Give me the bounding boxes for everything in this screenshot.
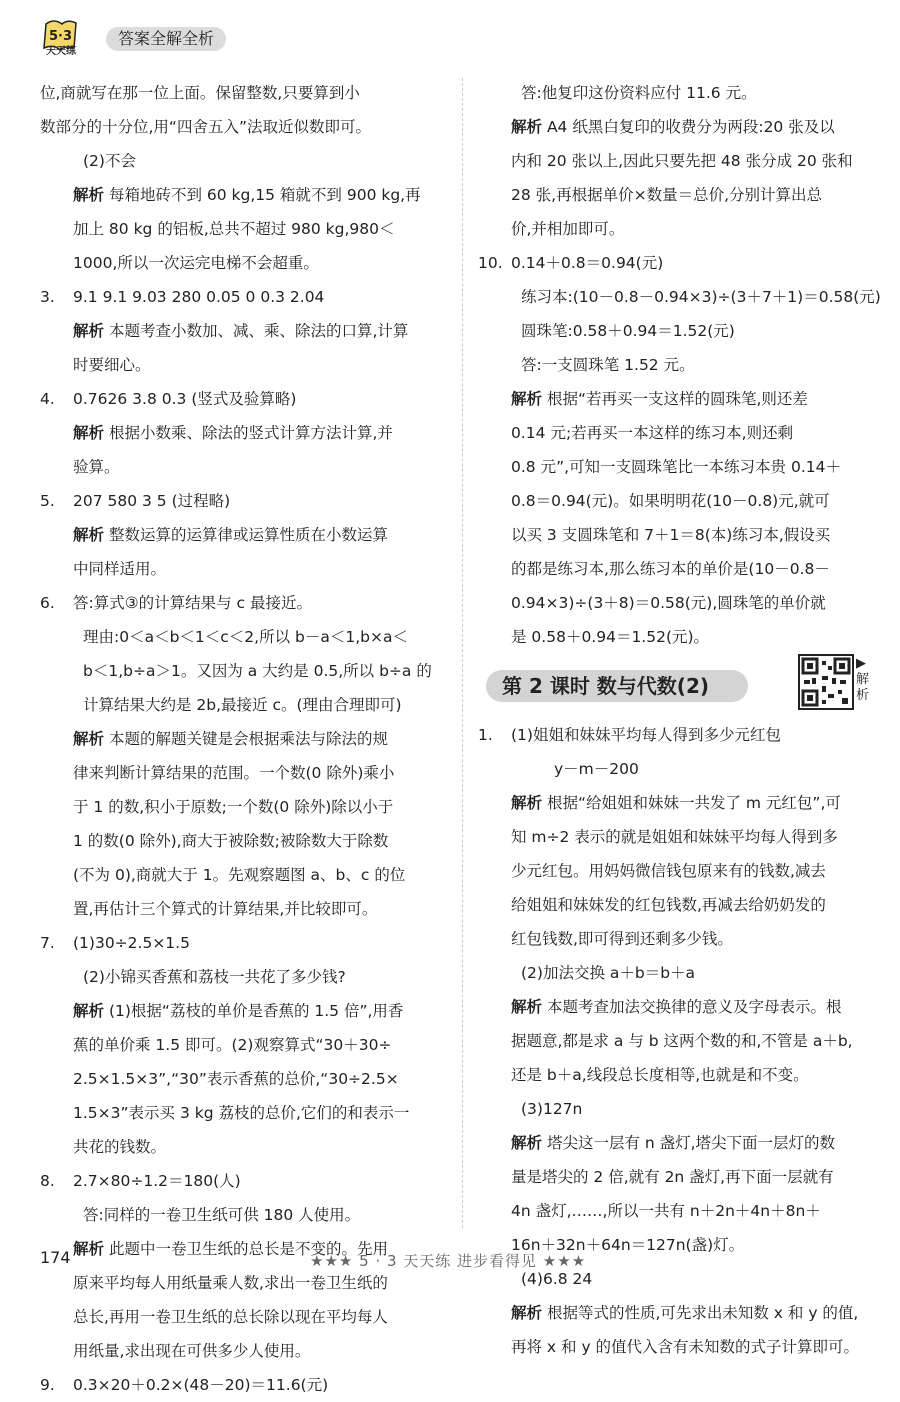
analysis-label: 解析	[511, 998, 543, 1016]
question-number: 10.	[478, 254, 503, 272]
text-line	[40, 314, 445, 348]
continued-text: 律来判断计算结果的范围。一个数(0 除外)乘小	[73, 764, 395, 782]
text-line	[40, 688, 445, 722]
left-column	[40, 76, 445, 1402]
question-number: 4.	[40, 390, 55, 408]
continued-text: 是 0.58＋0.94＝1.52(元)。	[511, 628, 710, 646]
text-line	[40, 280, 445, 314]
analysis-text: 根据等式的性质,可先求出未知数 x 和 y 的值,	[546, 1304, 859, 1322]
text-line	[478, 888, 880, 922]
continued-text: 中同样适用。	[73, 560, 167, 578]
continued-text: 加上 80 kg 的铝板,总共不超过 980 kg,980＜	[73, 220, 395, 238]
question-number: 9.	[40, 1376, 55, 1394]
answer-text: 0.14＋0.8＝0.94(元)	[511, 254, 664, 272]
text-line	[40, 144, 445, 178]
lesson-section-header	[478, 656, 880, 712]
section-title: 第 2 课时 数与代数(2)	[502, 674, 710, 698]
text-line	[478, 416, 880, 450]
analysis-label: 解析	[511, 1304, 543, 1322]
text-line	[478, 76, 880, 110]
qr-side-label: ▶ 解析	[856, 656, 870, 703]
analysis-text: 本题考查加法交换律的意义及字母表示。根	[546, 998, 842, 1016]
qr-code-icon[interactable]	[798, 654, 854, 710]
analysis-text: 整数运算的运算律或运算性质在小数运算	[108, 526, 388, 544]
text-line	[478, 178, 880, 212]
continued-text: 还是 b＋a,线段总长度相等,也就是和不变。	[511, 1066, 809, 1084]
continued-text: 少元红包。用妈妈微信钱包原来有的钱数,减去	[511, 862, 826, 880]
text-line	[478, 1058, 880, 1092]
question-number: 6.	[40, 594, 55, 612]
text-line	[40, 484, 445, 518]
continued-text: 28 张,再根据单价×数量＝总价,分别计算出总	[511, 186, 822, 204]
answer-text: 207 580 3 5 (过程略)	[73, 492, 231, 510]
analysis-text: 根据“给姐姐和妹妹一共发了 m 元红包”,可	[546, 794, 841, 812]
text-line	[478, 586, 880, 620]
page-header	[40, 18, 300, 58]
text-line	[40, 212, 445, 246]
analysis-label: 解析	[511, 118, 543, 136]
answer-text: 0.3×20＋0.2×(48－20)＝11.6(元)	[73, 1376, 329, 1394]
text-line	[478, 1092, 880, 1126]
analysis-label: 解析	[511, 390, 543, 408]
formula-text: y－m－200	[554, 760, 639, 778]
line-text: 数部分的十分位,用“四舍五入”法取近似数即可。	[40, 118, 371, 136]
analysis-text: (1)根据“荔枝的单价是香蕉的 1.5 倍”,用香	[108, 1002, 404, 1020]
analysis-label: 解析	[73, 730, 105, 748]
analysis-text: 根据“若再买一支这样的圆珠笔,则还差	[546, 390, 808, 408]
text-line	[40, 110, 445, 144]
text-line	[40, 722, 445, 756]
text-line	[478, 990, 880, 1024]
text-line	[40, 450, 445, 484]
sub-answer-text: b＜1,b÷a＞1。又因为 a 大约是 0.5,所以 b÷a 的	[83, 662, 432, 680]
text-line	[478, 314, 880, 348]
continued-text: 价,并相加即可。	[511, 220, 625, 238]
text-line	[40, 994, 445, 1028]
text-line	[40, 790, 445, 824]
answer-text: (1)30÷2.5×1.5	[73, 934, 190, 952]
text-line	[40, 1164, 445, 1198]
text-line	[478, 922, 880, 956]
continued-text: 1000,所以一次运完电梯不会超重。	[73, 254, 319, 272]
analysis-text: 每箱地砖不到 60 kg,15 箱就不到 900 kg,再	[108, 186, 421, 204]
analysis-text: 此题中一卷卫生纸的总长是不变的。先用	[108, 1240, 388, 1258]
question-number: 1.	[478, 726, 493, 744]
text-line	[478, 552, 880, 586]
text-line	[478, 144, 880, 178]
text-line	[478, 246, 880, 280]
answer-text: 0.7626 3.8 0.3 (竖式及验算略)	[73, 390, 297, 408]
question-number: 8.	[40, 1172, 55, 1190]
text-line	[40, 1266, 445, 1300]
text-line	[40, 1062, 445, 1096]
line-text: 位,商就写在那一位上面。保留整数,只要算到小	[40, 84, 360, 102]
sub-answer-text: 答:同样的一卷卫生纸可供 180 人使用。	[83, 1206, 361, 1224]
answer-text: (1)姐姐和妹妹平均每人得到多少元红包	[511, 726, 781, 744]
text-line	[478, 854, 880, 888]
answer-text: 答:算式③的计算结果与 c 最接近。	[73, 594, 312, 612]
right-top-block	[478, 76, 880, 654]
text-line	[478, 1160, 880, 1194]
sub-answer-text: 计算结果大约是 2b,最接近 c。(理由合理即可)	[83, 696, 402, 714]
text-line	[40, 620, 445, 654]
text-line	[478, 1296, 880, 1330]
sub-answer-text: (3)127n	[521, 1100, 583, 1118]
text-line	[478, 450, 880, 484]
text-line	[478, 786, 880, 820]
text-line	[40, 654, 445, 688]
sub-answer-text: 答:一支圆珠笔 1.52 元。	[521, 356, 695, 374]
continued-text: 0.94×3)÷(3＋8)＝0.58(元),圆珠笔的单价就	[511, 594, 826, 612]
continued-text: 原来平均每人用纸量乘人数,求出一卷卫生纸的	[73, 1274, 388, 1292]
answer-text: 9.1 9.1 9.03 280 0.05 0 0.3 2.04	[73, 288, 325, 306]
text-line	[40, 552, 445, 586]
continued-text: 内和 20 张以上,因此只要先把 48 张分成 20 张和	[511, 152, 853, 170]
question-number: 7.	[40, 934, 55, 952]
text-line	[478, 518, 880, 552]
text-line	[478, 1024, 880, 1058]
text-line	[40, 1096, 445, 1130]
continued-text: 的都是练习本,那么练习本的单价是(10－0.8－	[511, 560, 830, 578]
text-line	[40, 178, 445, 212]
continued-text: 2.5×1.5×3”,“30”表示香蕉的总价,“30÷2.5×	[73, 1070, 399, 1088]
analysis-label: 解析	[73, 1240, 105, 1258]
sub-answer-text: 圆珠笔:0.58＋0.94＝1.52(元)	[521, 322, 735, 340]
text-line	[40, 858, 445, 892]
text-line	[478, 620, 880, 654]
text-line	[478, 718, 880, 752]
sub-answer-text: (2)小锦买香蕉和荔枝一共花了多少钱?	[83, 968, 346, 986]
text-line	[40, 1130, 445, 1164]
right-column	[478, 76, 880, 1364]
text-line	[478, 348, 880, 382]
continued-text: 用纸量,求出现在可供多少人使用。	[73, 1342, 311, 1360]
continued-text: 再将 x 和 y 的值代入含有未知数的式子计算即可。	[511, 1338, 860, 1356]
text-line	[40, 586, 445, 620]
header-tag: 答案全解全析	[106, 27, 226, 51]
continued-text: 量是塔尖的 2 倍,就有 2n 盏灯,再下面一层就有	[511, 1168, 834, 1186]
text-line	[40, 1028, 445, 1062]
continued-text: 1.5×3”表示买 3 kg 荔枝的总价,它们的和表示一	[73, 1104, 410, 1122]
analysis-label: 解析	[73, 424, 105, 442]
continued-text: 16n＋32n＋64n＝127n(盏)灯。	[511, 1236, 745, 1254]
svg-text:天天练: 天天练	[46, 46, 76, 57]
sub-answer-text: (4)6.8 24	[521, 1270, 593, 1288]
text-line	[40, 824, 445, 858]
text-line	[40, 892, 445, 926]
continued-text: 知 m÷2 表示的就是姐姐和妹妹平均每人得到多	[511, 828, 838, 846]
analysis-text: 塔尖这一层有 n 盏灯,塔尖下面一层灯的数	[546, 1134, 836, 1152]
analysis-text: A4 纸黑白复印的收费分为两段:20 张及以	[546, 118, 835, 136]
sub-answer-text: 练习本:(10－0.8－0.94×3)÷(3＋7＋1)＝0.58(元)	[521, 288, 881, 306]
continued-text: 置,再估计三个算式的计算结果,并比较即可。	[73, 900, 378, 918]
continued-text: 0.14 元;若再买一本这样的练习本,则还剩	[511, 424, 794, 442]
text-line	[478, 382, 880, 416]
analysis-text: 根据小数乘、除法的竖式计算方法计算,并	[108, 424, 393, 442]
text-line	[478, 110, 880, 144]
text-line	[478, 280, 880, 314]
text-line	[40, 76, 445, 110]
continued-text: 验算。	[73, 458, 120, 476]
answer-text: 2.7×80÷1.2＝180(人)	[73, 1172, 241, 1190]
continued-text: 1 的数(0 除外),商大于被除数;被除数大于除数	[73, 832, 389, 850]
text-line	[478, 820, 880, 854]
text-line	[40, 756, 445, 790]
text-line	[40, 382, 445, 416]
continued-text: 时要细心。	[73, 356, 151, 374]
analysis-label: 解析	[73, 1002, 105, 1020]
text-line	[478, 1330, 880, 1364]
analysis-label: 解析	[73, 526, 105, 544]
continued-text: 给姐姐和妹妹发的红包钱数,再减去给奶奶发的	[511, 896, 826, 914]
text-line	[478, 212, 880, 246]
sub-answer-text: 答:他复印这份资料应付 11.6 元。	[521, 84, 757, 102]
book-logo-icon	[40, 18, 98, 58]
text-line	[40, 1198, 445, 1232]
analysis-text: 本题的解题关键是会根据乘法与除法的规	[108, 730, 388, 748]
analysis-text: 本题考查小数加、减、乘、除法的口算,计算	[108, 322, 409, 340]
continued-text: 4n 盏灯,……,所以一共有 n＋2n＋4n＋8n＋	[511, 1202, 821, 1220]
continued-text: 蕉的单价乘 1.5 即可。(2)观察算式“30＋30÷	[73, 1036, 392, 1054]
page-number: 174	[40, 1248, 71, 1267]
text-line	[478, 1194, 880, 1228]
analysis-label: 解析	[73, 186, 105, 204]
text-line	[40, 926, 445, 960]
text-line	[40, 1368, 445, 1402]
text-line	[40, 960, 445, 994]
text-line	[40, 518, 445, 552]
column-divider	[462, 78, 463, 1228]
question-number: 5.	[40, 492, 55, 510]
continued-text: 红包钱数,即可得到还剩多少钱。	[511, 930, 733, 948]
continued-text: 共花的钱数。	[73, 1138, 167, 1156]
continued-text: 据题意,都是求 a 与 b 这两个数的和,不管是 a＋b,	[511, 1032, 853, 1050]
continued-text: 以买 3 支圆珠笔和 7＋1＝8(本)练习本,假设买	[511, 526, 831, 544]
sub-answer-text: (2)不会	[83, 152, 136, 170]
text-line	[478, 1126, 880, 1160]
continued-text: 0.8＝0.94(元)。如果明明花(10－0.8)元,就可	[511, 492, 830, 510]
text-line	[478, 956, 880, 990]
analysis-label: 解析	[511, 794, 543, 812]
footer-slogan: ★★★ 5 · 3 天天练 进步看得见 ★★★	[310, 1252, 587, 1270]
text-line	[40, 1334, 445, 1368]
text-line	[40, 416, 445, 450]
sub-answer-text: 理由:0＜a＜b＜1＜c＜2,所以 b－a＜1,b×a＜	[83, 628, 408, 646]
question-number: 3.	[40, 288, 55, 306]
analysis-label: 解析	[511, 1134, 543, 1152]
text-line	[40, 1300, 445, 1334]
text-line	[40, 246, 445, 280]
continued-text: 于 1 的数,积小于原数;一个数(0 除外)除以小于	[73, 798, 394, 816]
continued-text: 总长,再用一卷卫生纸的总长除以现在平均每人	[73, 1308, 388, 1326]
sub-answer-text: (2)加法交换 a＋b＝b＋a	[521, 964, 696, 982]
svg-text:5·3: 5·3	[49, 29, 73, 44]
text-line	[478, 752, 880, 786]
continued-text: (不为 0),商就大于 1。先观察题图 a、b、c 的位	[73, 866, 406, 884]
text-line	[40, 348, 445, 382]
continued-text: 0.8 元”,可知一支圆珠笔比一本练习本贵 0.14＋	[511, 458, 841, 476]
analysis-label: 解析	[73, 322, 105, 340]
text-line	[478, 484, 880, 518]
